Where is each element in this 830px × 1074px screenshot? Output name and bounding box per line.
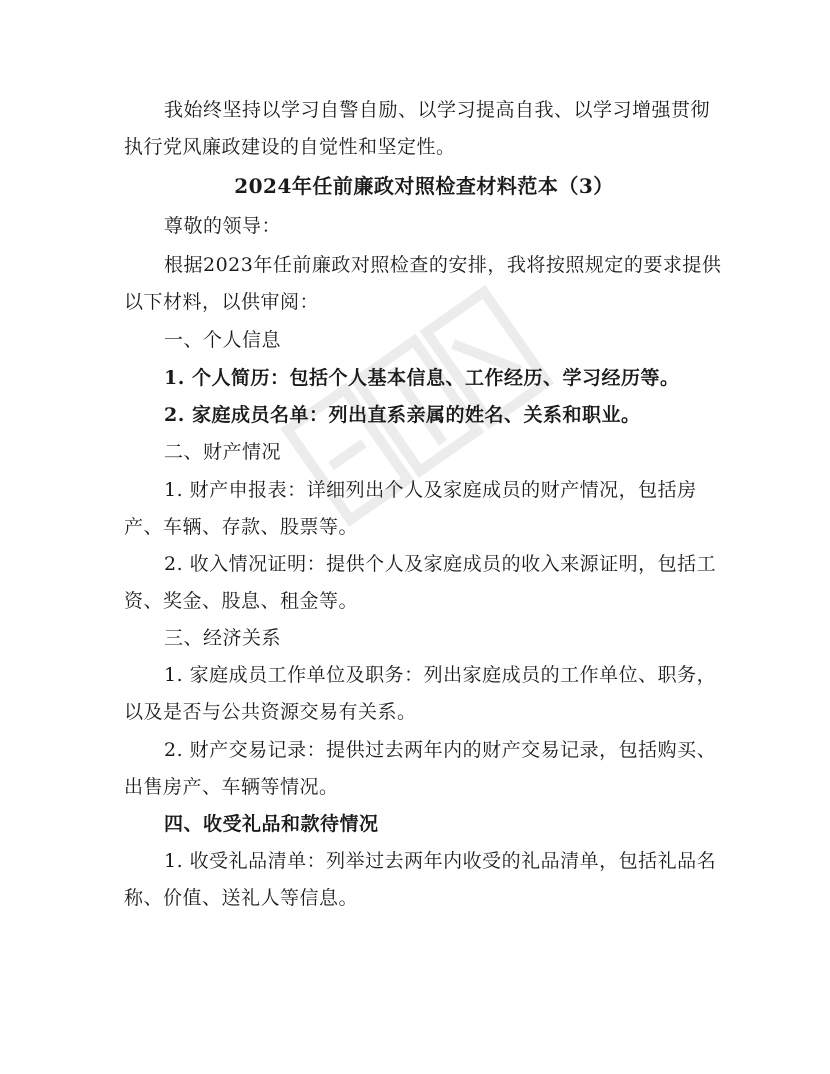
list-item: 1. 家庭成员工作单位及职务：列出家庭成员的工作单位、职务，以及是否与公共资源交易有关系。: [124, 664, 717, 723]
section-heading-property: 二、财产情况: [164, 441, 282, 463]
salutation: 尊敬的领导：: [164, 215, 282, 237]
list-item: 2. 收入情况证明：提供个人及家庭成员的收入来源证明，包括工资、奖金、股息、租金等。: [124, 553, 717, 612]
section-heading-gifts: 四、收受礼品和款待情况: [164, 813, 379, 835]
document-title: 2024年任前廉政对照检查材料范本（3）: [234, 174, 614, 198]
opening-paragraph: 根据2023年任前廉政对照检查的安排，我将按照规定的要求提供以下材料，以供审阅：: [124, 254, 722, 313]
list-item: 2. 家庭成员名单：列出直系亲属的姓名、关系和职业。: [164, 404, 641, 426]
intro-paragraph: 我始终坚持以学习自警自励、以学习提高自我、以学习增强贯彻执行党风廉政建设的自觉性和坚定性。: [124, 99, 711, 158]
section-heading-economic-relations: 三、经济关系: [164, 627, 282, 649]
section-heading-personal-info: 一、个人信息: [164, 329, 282, 351]
list-item: 1. 收受礼品清单：列举过去两年内收受的礼品清单，包括礼品名称、价值、送礼人等信息。: [124, 850, 717, 909]
list-item: 1. 个人简历：包括个人基本信息、工作经历、学习经历等。: [164, 367, 680, 389]
list-item: 2. 财产交易记录：提供过去两年内的财产交易记录，包括购买、出售房产、车辆等情况。: [124, 739, 717, 798]
list-item: 1. 财产申报表：详细列出个人及家庭成员的财产情况，包括房产、车辆、存款、股票等。: [124, 479, 697, 538]
